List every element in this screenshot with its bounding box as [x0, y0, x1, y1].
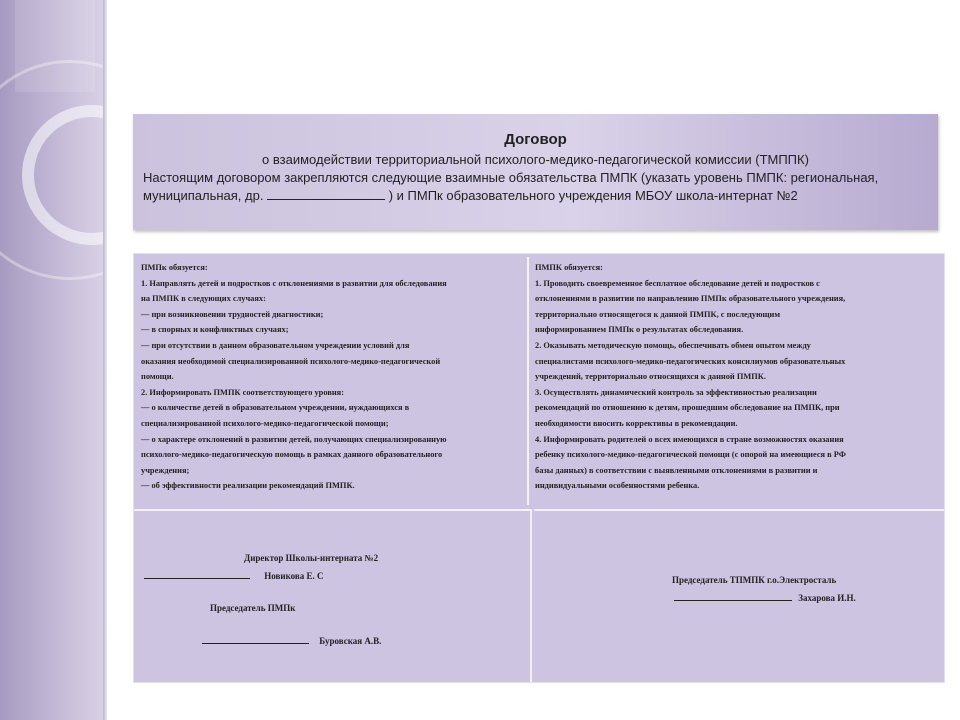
obligation-line: учреждений, территориально относящихся к данной ПМПК. [535, 372, 766, 382]
contract-intro-line1: Настоящим договором закрепляются следующие взаимные обязательства ПМПК (указать уровень ПМПК: региональная, [143, 170, 879, 185]
obligation-line: ПМПК обязуется: [535, 263, 603, 272]
commission-chair-title: Председатель ТПМПК г.о.Электросталь [672, 575, 837, 585]
obligation-line: 2. Информировать ПМПК соответствующего уровня: [141, 387, 344, 397]
contract-intro-line2-end: ) и ПМПк образовательного учреждения МБОУ школа-интернат №2 [388, 188, 798, 203]
director-signature-line [144, 568, 324, 585]
obligation-line: — об эффективности реализации рекомендаций ПМПК. [141, 481, 355, 491]
school-chair-name: Буровская А.В. [319, 636, 382, 646]
obligation-line: — о количестве детей в образовательном учреждении, нуждающихся в [141, 403, 410, 413]
signature-blank [674, 590, 792, 601]
obligation-line: 4. Информировать родителей о всех имеющихся в стране возможностях оказания [535, 434, 844, 444]
obligation-line: 3. Осуществлять динамический контроль за эффективностью реализации [535, 387, 817, 397]
blank-fill-line [267, 187, 385, 200]
obligation-line: информированием ПМПк о результатах обследования. [535, 325, 744, 335]
school-chair-title: Председатель ПМПк [210, 603, 296, 613]
director-name: Новикова Е. С [264, 571, 324, 581]
signature-blank [202, 633, 309, 644]
obligation-line: индивидуальными особенностями ребенка. [535, 481, 700, 491]
obligation-line: специалистами психолого-медико-педагогических консилиумов образовательных [535, 356, 846, 366]
obligation-line: помощи. [141, 372, 174, 382]
contract-intro [133, 167, 938, 205]
contract-title: Договор [504, 131, 567, 148]
obligation-line: 1. Проводить своевременное бесплатное обследование детей и подростков с [535, 278, 820, 288]
obligation-line: отклонениями в развитии по направлению ПМПк образовательного учреждения, [535, 294, 846, 304]
obligation-line: рекомендаций по отношению к детям, прошедшим обследование на ПМПК, при [535, 403, 840, 413]
commission-chair-signature-line [674, 590, 856, 607]
pmpk-commission-obligations-cell [531, 257, 941, 509]
obligation-line: — при отсутствии в данном образовательном учреждении условий для [141, 340, 410, 350]
obligation-line: ПМПк обязуется: [141, 263, 208, 272]
school-signatures-cell [134, 509, 532, 682]
obligation-line: — о характере отклонений в развитии детей, получающих специализированную [141, 434, 447, 444]
obligation-line: 2. Оказывать методическую помощь, обеспечивать обмен опытом между [535, 340, 811, 350]
obligations-table [133, 253, 945, 683]
obligation-line: оказания необходимой специализированной психолого-медико-педагогической [141, 356, 441, 366]
obligation-line: специализированной психолого-медико-педагогической помощи; [141, 418, 389, 428]
pmpk-school-obligations-cell [137, 257, 529, 505]
commission-chair-name: Захарова И.Н. [798, 593, 856, 603]
obligation-line: необходимости вносить коррективы в рекомендации. [535, 418, 738, 428]
contract-intro-line2-start: муниципальная, др. [143, 188, 264, 203]
contract-header [133, 114, 938, 230]
decorative-band-edge [103, 0, 107, 720]
obligation-line: — в спорных и конфликтных случаях; [141, 325, 289, 335]
obligation-line: базы данных) в соответствии с выявленными отклонениями в развитии и [535, 465, 818, 475]
obligation-line: — при возникновении трудностей диагностики; [141, 309, 324, 319]
director-title: Директор Школы-интерната №2 [244, 553, 379, 563]
obligation-line: ребенку психолого-медико-педагогической помощи (с опорой на имеющиеся в РФ [535, 450, 846, 460]
obligation-line: на ПМПК в следующих случаях: [141, 294, 266, 304]
contract-intro-line2 [143, 187, 928, 205]
school-chair-signature-line [202, 633, 381, 650]
obligation-line: учреждения; [141, 465, 190, 475]
signature-blank [144, 568, 250, 579]
obligation-line: психолого-медико-педагогическую помощь в рамках данного образовательного [141, 450, 443, 460]
commission-signatures-cell [534, 509, 944, 682]
obligation-line: территориально относящегося к данной ПМПК, с последующим [535, 309, 781, 319]
decorative-side-band [0, 0, 105, 720]
contract-subtitle: о взаимодействии территориальной психолого-медико-педагогической комиссии (ТМППК) [262, 152, 809, 167]
obligation-line: 1. Направлять детей и подростков с отклонениями в развитии для обследования [141, 278, 447, 288]
